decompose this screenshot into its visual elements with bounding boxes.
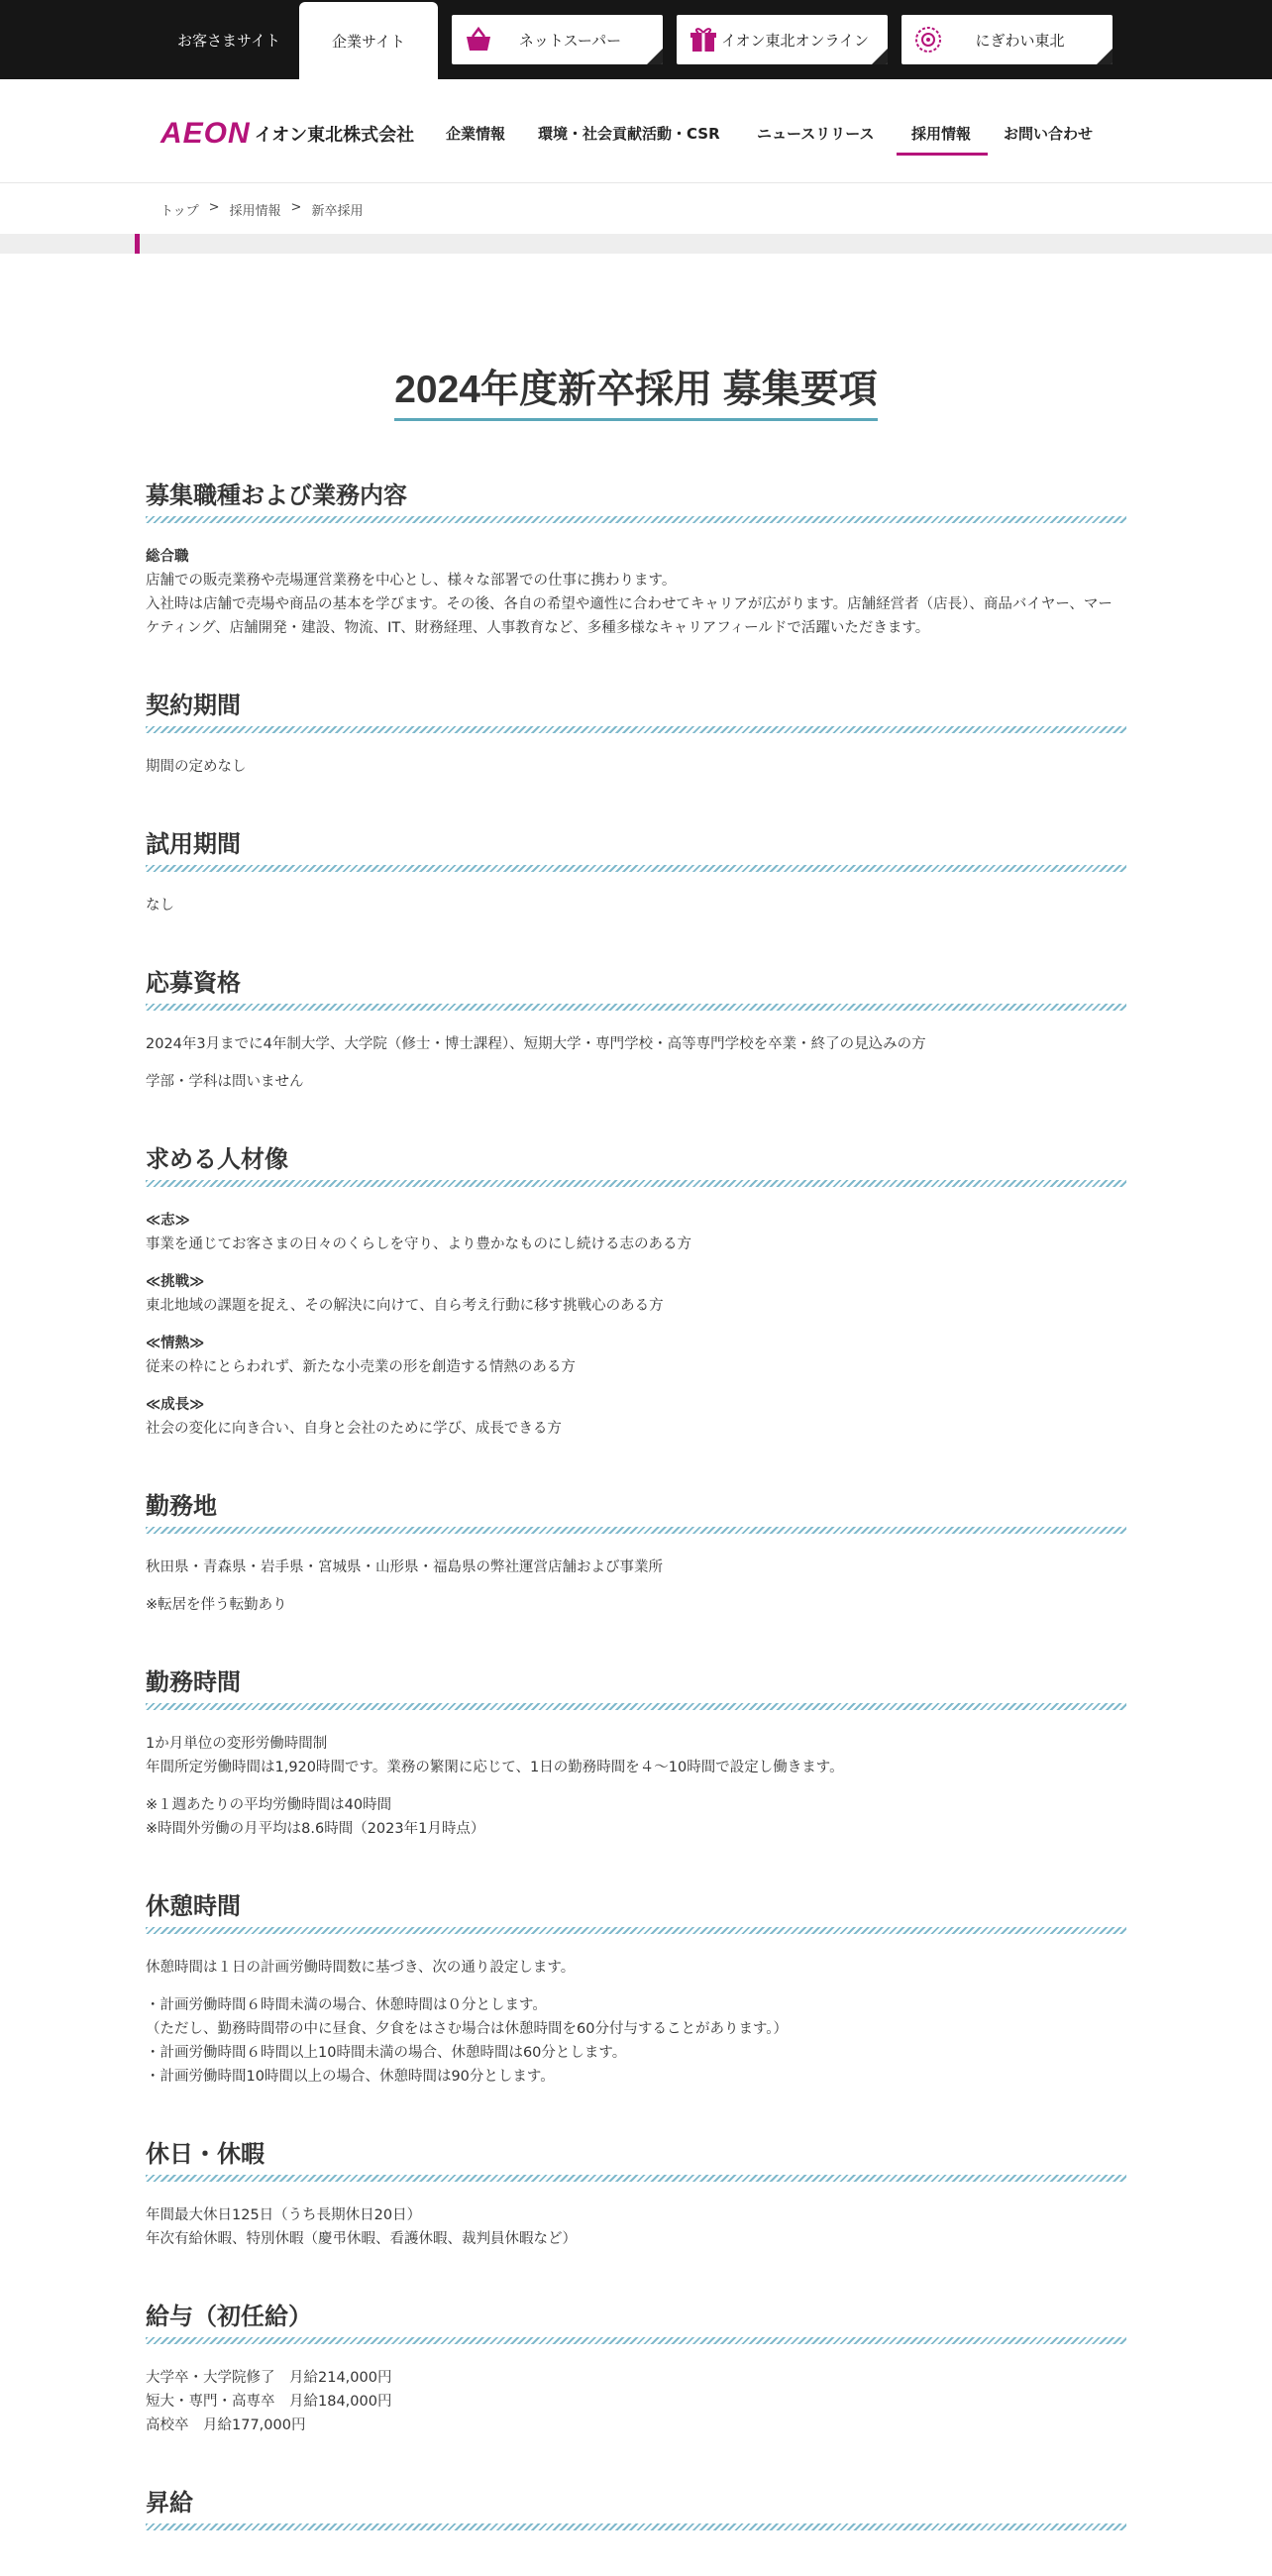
company-name: イオン東北株式会社: [254, 125, 415, 146]
tab-corporate-site[interactable]: 企業サイト: [299, 2, 438, 79]
breadcrumb-current: 新卒採用: [311, 204, 364, 219]
page-title: 2024年度新卒採用 募集要項: [394, 359, 878, 421]
aeon-tohoku-online-link[interactable]: [677, 15, 888, 64]
heading-stripe: [146, 726, 1126, 733]
nav-recruit[interactable]: 採用情報: [911, 125, 972, 143]
section-divider-bar: [0, 234, 1272, 254]
section-heading: 契約期間: [146, 693, 241, 719]
heading-stripe: [146, 2175, 1126, 2182]
breadcrumb-recruit[interactable]: 採用情報: [229, 204, 281, 219]
contract-text: 期間の定めなし: [146, 759, 247, 775]
break-intro: 休憩時間は１日の計画労働時間数に基づき、次の通り設定します。: [146, 1960, 576, 1976]
section-location: [146, 1486, 1126, 1617]
hours-main: [146, 1732, 1126, 1779]
section-contract: [146, 686, 1126, 779]
persona-item: [146, 1393, 1126, 1441]
section-heading: 求める人材像: [146, 1146, 288, 1173]
section-heading: 休日・休暇: [146, 2141, 265, 2168]
trial-text: なし: [146, 898, 174, 913]
section-hours: [146, 1663, 1126, 1841]
persona-text: 社会の変化に向き合い、自身と会社のために学び、成長できる方: [146, 1421, 562, 1437]
site-header: [0, 79, 1272, 183]
salary-list: [146, 2366, 1126, 2437]
salary-line: 大学卒・大学院修了 月給214,000円: [146, 2370, 392, 2386]
job-text: 入社時は店舗で売場や商品の基本を学びます。その後、各自の希望や適性に合わせてキャリアが広がります。店舗経営者（店長）、商品バイヤー、マーケティング、店舗開発・建設、物流、IT、財務経理、人事教育など、多種多様なキャリアフィールドで活躍いただきます。: [146, 596, 1113, 636]
salary-line: 短大・専門・高専卒 月給184,000円: [146, 2394, 392, 2410]
page-title-wrap: [0, 359, 1272, 421]
breadcrumb-separator: >: [208, 200, 220, 215]
job-role: 総合職: [146, 549, 189, 565]
aeon-logo: AEON: [160, 117, 251, 150]
location-text: 秋田県・青森県・岩手県・宮城県・山形県・福島県の弊社運営店舗および事業所: [146, 1559, 663, 1575]
break-rule: ・計画労働時間10時間以上の場合、休憩時間は90分とします。: [146, 2069, 555, 2085]
nav-csr[interactable]: 環境・社会貢献活動・CSR: [538, 125, 720, 143]
job-text: 店舗での販売業務や売場運営業務を中心とし、様々な部署での仕事に携わります。: [146, 573, 677, 589]
section-trial: [146, 824, 1126, 917]
persona-item: [146, 1332, 1126, 1379]
section-heading: 昇給: [146, 2490, 193, 2517]
heading-stripe: [146, 2523, 1126, 2530]
section-heading: 募集職種および業務内容: [146, 483, 407, 509]
persona-title: ≪成長≫: [146, 1397, 205, 1413]
section-heading: 応募資格: [146, 970, 241, 997]
company-logo[interactable]: [160, 117, 414, 151]
heading-stripe: [146, 1527, 1126, 1534]
breadcrumb-top[interactable]: トップ: [160, 204, 199, 219]
section-qualification: [146, 963, 1126, 1094]
section-holidays: [146, 2134, 1126, 2251]
section-raise: [146, 2483, 1126, 2530]
nigiwai-tohoku-label: にぎわい東北: [975, 31, 1065, 50]
section-heading: 勤務時間: [146, 1669, 241, 1696]
persona-text: 東北地域の課題を捉え、その解決に向けて、自ら考え行動に移す挑戦心のある方: [146, 1298, 664, 1314]
persona-title: ≪志≫: [146, 1213, 190, 1229]
breadcrumb: [160, 200, 363, 219]
persona-item: [146, 1270, 1126, 1318]
section-job: [146, 476, 1126, 640]
section-salary: [146, 2297, 1126, 2437]
heading-stripe: [146, 1927, 1126, 1934]
corner-arrow-icon: [647, 49, 663, 64]
heading-stripe: [146, 865, 1126, 872]
hours-notes: [146, 1793, 1126, 1841]
section-heading: 休憩時間: [146, 1893, 241, 1920]
main-content: [146, 476, 1126, 2576]
holidays-text: [146, 2203, 1126, 2251]
aeon-tohoku-online-label: イオン東北オンライン: [720, 31, 870, 50]
persona-title: ≪挑戦≫: [146, 1274, 205, 1290]
persona-text: 従来の枠にとらわれず、新たな小売業の形を創造する情熱のある方: [146, 1359, 576, 1375]
job-description: [146, 545, 1126, 640]
salary-line: 高校卒 月給177,000円: [146, 2417, 306, 2433]
hours-note: ※時間外労働の月平均は8.6時間（2023年1月時点）: [146, 1821, 485, 1837]
corner-arrow-icon: [1097, 49, 1113, 64]
section-break: [146, 1886, 1126, 2089]
heading-stripe: [146, 1180, 1126, 1187]
nav-company-info[interactable]: 企業情報: [446, 125, 506, 143]
breadcrumb-separator: >: [290, 200, 302, 215]
nav-active-indicator: [897, 153, 988, 156]
net-super-label: ネットスーパー: [518, 31, 622, 50]
corner-arrow-icon: [872, 49, 888, 64]
nav-news-release[interactable]: ニュースリリース: [757, 125, 875, 143]
break-rule: ・計画労働時間６時間未満の場合、休憩時間は０分とします。: [146, 1997, 547, 2013]
persona-text: 事業を通じてお客さまの日々のくらしを守り、より豊かなものにし続ける志のある方: [146, 1236, 691, 1252]
holidays-line: 年間最大休日125日（うち長期休日20日）: [146, 2207, 422, 2223]
break-rules: [146, 1993, 1126, 2089]
hours-text: 1か月単位の変形労働時間制: [146, 1736, 328, 1752]
break-rule: ・計画労働時間６時間以上10時間未満の場合、休憩時間は60分とします。: [146, 2045, 627, 2061]
heading-stripe: [146, 2337, 1126, 2344]
gift-icon: [687, 23, 720, 56]
location-note: ※転居を伴う転勤あり: [146, 1597, 287, 1613]
heading-stripe: [146, 1004, 1126, 1011]
net-super-link[interactable]: [452, 15, 663, 64]
break-rule: （ただし、勤務時間帯の中に昼食、夕食をはさむ場合は休憩時間を60分付与することがあります。）: [146, 2021, 789, 2037]
section-heading: 勤務地: [146, 1493, 217, 1520]
hours-note: ※１週あたりの平均労働時間は40時間: [146, 1797, 392, 1813]
heading-stripe: [146, 1703, 1126, 1710]
persona-title: ≪情熱≫: [146, 1336, 205, 1351]
section-heading: 給与（初任給）: [146, 2304, 312, 2330]
holidays-line: 年次有給休暇、特別休暇（慶弔休暇、看護休暇、裁判員休暇など）: [146, 2231, 577, 2247]
basket-icon: [462, 23, 495, 56]
heading-stripe: [146, 516, 1126, 523]
section-heading: 試用期間: [146, 831, 241, 858]
hours-text: 年間所定労働時間は1,920時間です。業務の繁閑に応じて、1日の勤務時間を４～10時間で設定し働きます。: [146, 1760, 844, 1775]
qualification-text: 2024年3月までに4年制大学、大学院（修士・博士課程）、短期大学・専門学校・高等専門学校を卒業・終了の見込みの方: [146, 1036, 926, 1052]
divider-accent: [135, 234, 140, 254]
nigiwai-logo-icon: [911, 23, 945, 56]
top-bar: [0, 0, 1272, 79]
nigiwai-tohoku-link[interactable]: [901, 15, 1113, 64]
qualification-text: 学部・学科は問いません: [146, 1074, 304, 1090]
nav-contact[interactable]: お問い合わせ: [1004, 125, 1094, 143]
tab-customer-site[interactable]: お客さまサイト: [177, 31, 280, 50]
persona-item: [146, 1209, 1126, 1256]
section-persona: [146, 1139, 1126, 1441]
